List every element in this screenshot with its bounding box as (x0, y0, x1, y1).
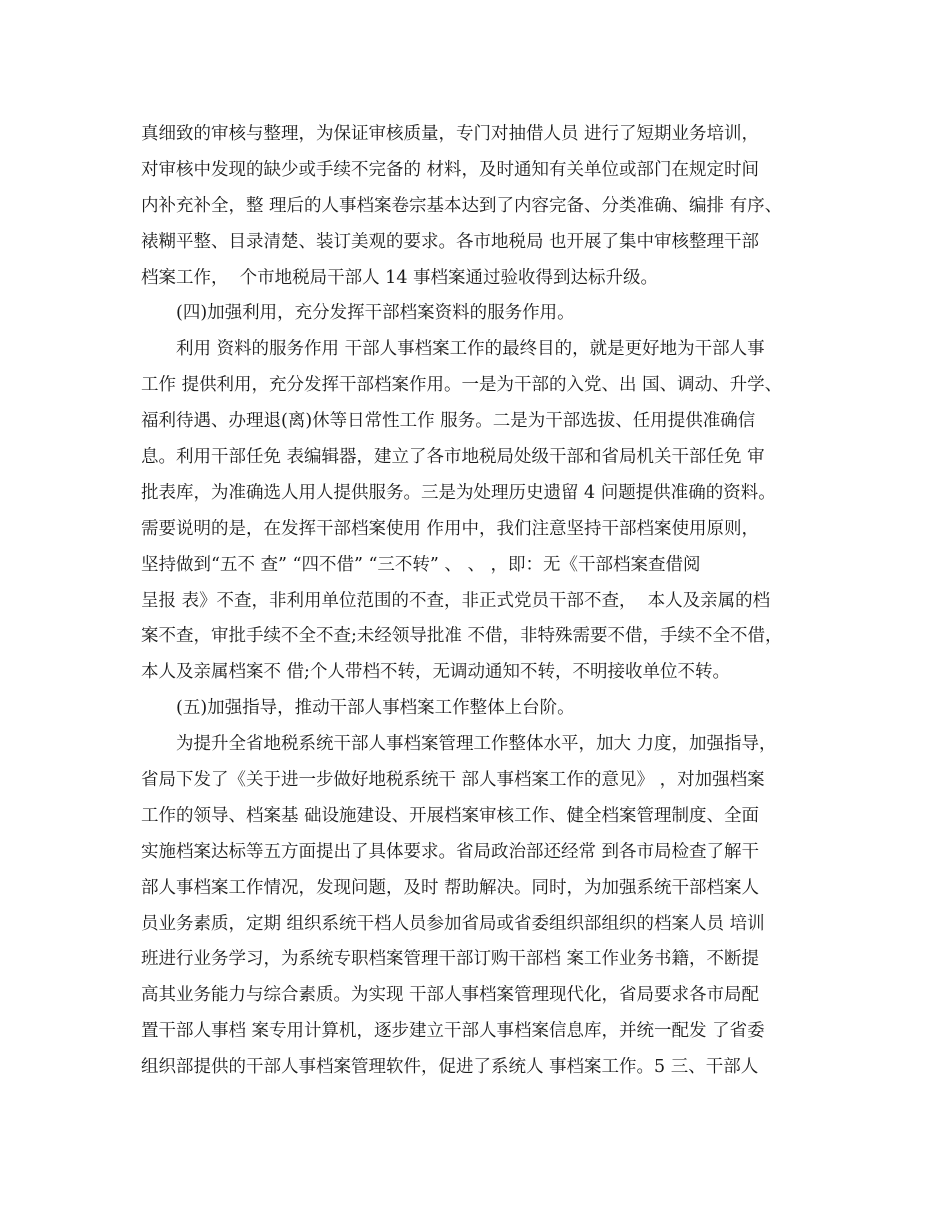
text-line: 档案工作， 个市地税局干部人 14 事档案通过验收得到达标升级。 (141, 267, 659, 288)
text-line: 工作的领导、档案基 础设施建设、开展档案审核工作、健全档案管理制度、全面 (141, 805, 760, 826)
text-line: 置干部人事档 案专用计算机，逐步建立干部人事档案信息库，并统一配发 了省委 (141, 1021, 765, 1042)
text-line: (四)加强利用，充分发挥干部档案资料的服务作用。 (176, 303, 575, 324)
text-line: 坚持做到“五不 查” “四不借” “三不转” 、 、 ，即：无《干部档案查借阅 (141, 554, 701, 575)
text-line: 高其业务能力与综合素质。为实现 干部人事档案管理现代化，省局要求各市局配 (141, 985, 760, 1006)
text-line: 批表库，为准确选人用人提供服务。三是为处理历史遗留 4 问题提供准确的资料。 (141, 482, 776, 503)
text-line: 裱糊平整、目录清楚、装订美观的要求。各市地税局 也开展了集中审核整理干部 (141, 231, 760, 252)
text-line: (五)加强指导，推动干部人事档案工作整体上台阶。 (176, 698, 575, 719)
text-line: 利用 资料的服务作用 干部人事档案工作的最终目的，就是更好地为干部人事 (176, 339, 765, 360)
text-line: 本人及亲属档案不 借;个人带档不转，无调动通知不转，不明接收单位不转。 (141, 662, 730, 683)
text-line: 为提升全省地税系统干部人事档案管理工作整体水平，加大 力度，加强指导， (176, 734, 777, 755)
text-line: 对审核中发现的缺少或手续不完备的 材料，及时通知有关单位或部门在规定时间 (141, 159, 760, 180)
text-line: 内补充补全，整 理后的人事档案卷宗基本达到了内容完备、分类准确、编排 有序、 (141, 195, 783, 216)
text-line: 部人事档案工作情况，发现问题，及时 帮助解决。同时，为加强系统干部档案人 (141, 877, 760, 898)
text-line: 案不查，审批手续不全不查;未经领导批准 不借，非特殊需要不借，手续不全不借， (141, 626, 783, 647)
text-line: 呈报 表》不查，非利用单位范围的不查，非正式党员干部不查， 本人及亲属的档 (141, 590, 771, 611)
text-line: 需要说明的是，在发挥干部档案使用 作用中，我们注意坚持干部档案使用原则， (141, 518, 760, 539)
text-line: 真细致的审核与整理，为保证审核质量，专门对抽借人员 进行了短期业务培训， (141, 124, 760, 144)
text-line: 班进行业务学习，为系统专职档案管理干部订购干部档 案工作业务书籍，不断提 (141, 949, 760, 970)
text-line: 省局下发了《关于进一步做好地税系统干 部人事档案工作的意见》 ，对加强档案 (141, 770, 765, 791)
text-line: 实施档案达标等五方面提出了具体要求。省局政治部还经常 到各市局检查了解干 (141, 841, 760, 862)
text-line: 工作 提供利用，充分发挥干部档案作用。一是为干部的入党、出 国、调动、升学、 (141, 375, 783, 396)
text-line: 息。利用干部任免 表编辑器，建立了各市地税局处级干部和省局机关干部任免 审 (141, 447, 765, 468)
text-line: 组织部提供的干部人事档案管理软件，促进了系统人 事档案工作。5 三、干部人 (141, 1057, 759, 1078)
text-line: 福利待遇、办理退(离)休等日常性工作 服务。二是为干部选拔、任用提供准确信 (141, 411, 756, 432)
text-line: 员业务素质，定期 组织系统干档人员参加省局或省委组织部组织的档案人员 培训 (141, 913, 765, 934)
body-text (141, 117, 831, 1086)
